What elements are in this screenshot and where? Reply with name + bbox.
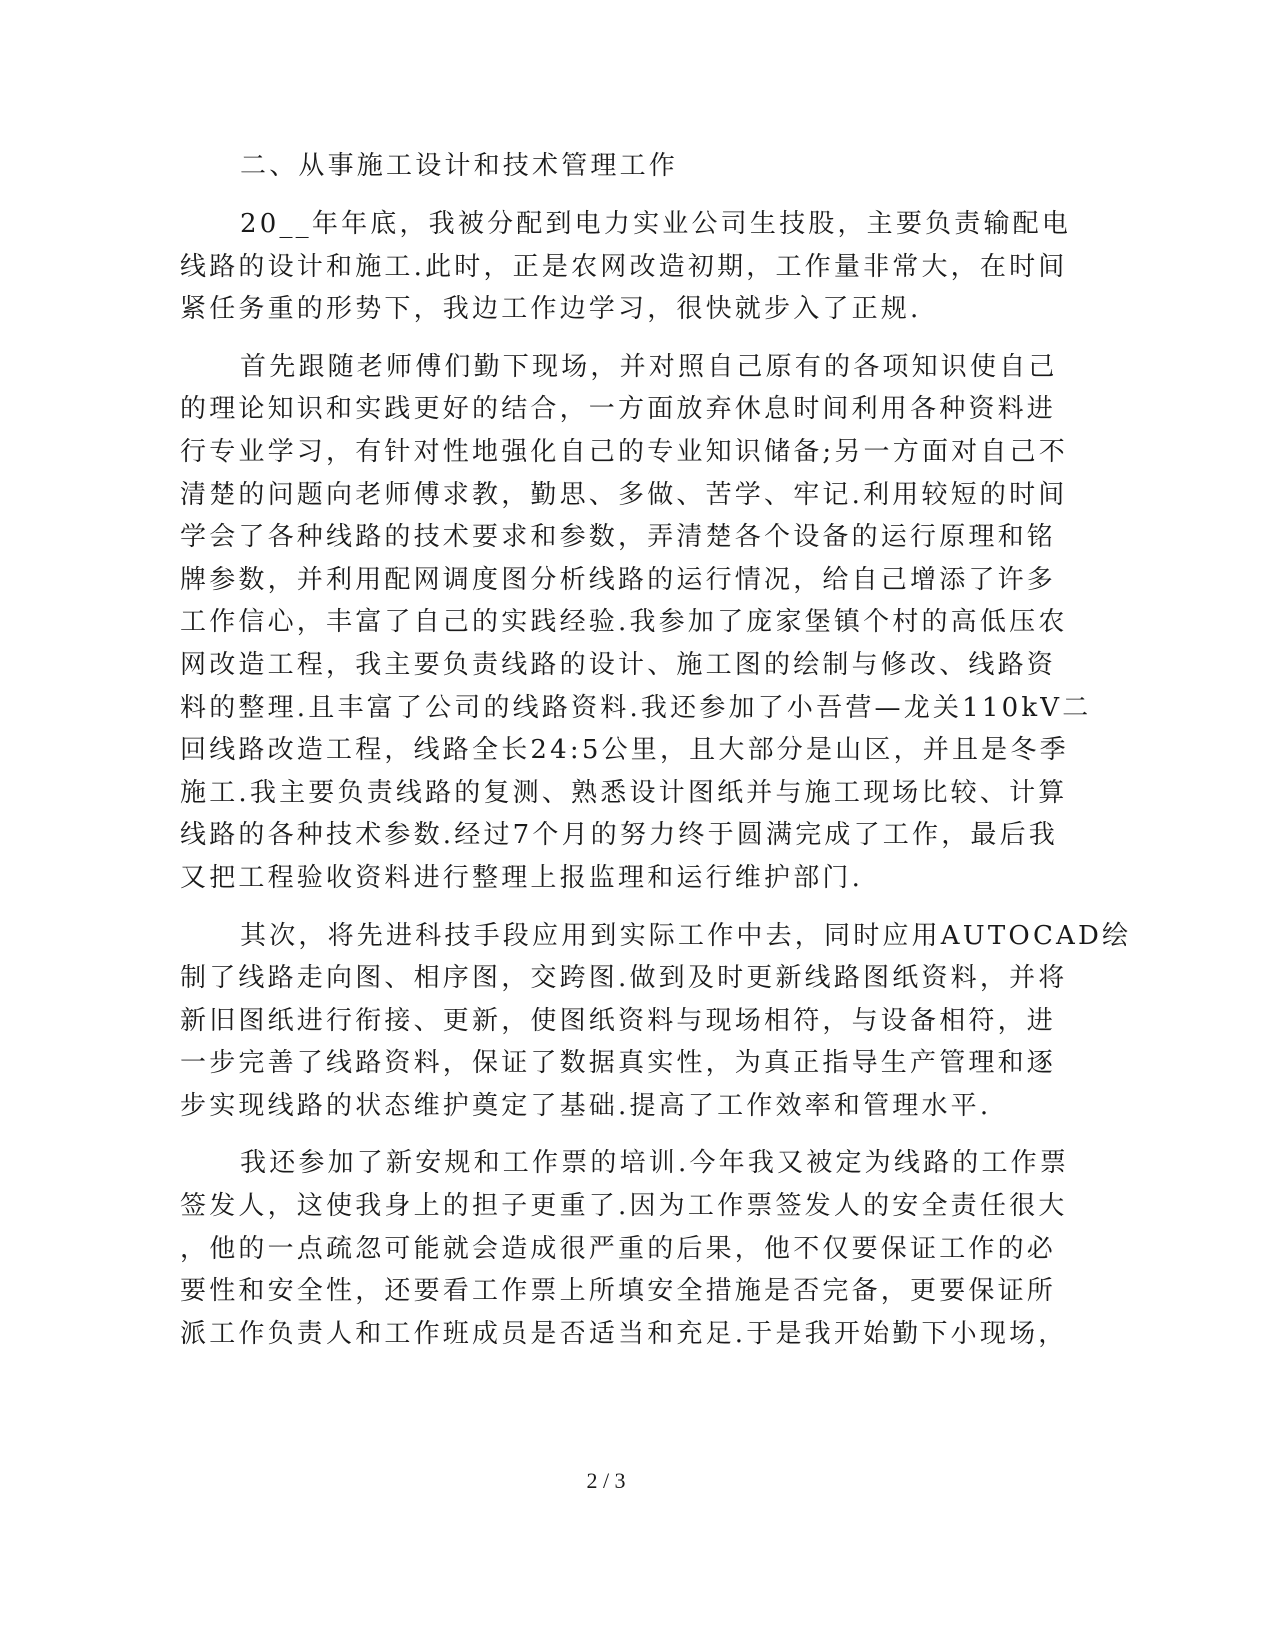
paragraph-line: 料的整理.且丰富了公司的线路资料.我还参加了小吾营—龙关110kV二	[180, 692, 1092, 723]
paragraph-line: 其次，将先进科技手段应用到实际工作中去，同时应用AUTOCAD绘	[240, 920, 1132, 951]
paragraph-line: 步实现线路的状态维护奠定了基础.提高了工作效率和管理水平.	[180, 1090, 992, 1121]
paragraph-line: 又把工程验收资料进行整理上报监理和运行维护部门.	[180, 862, 864, 893]
paragraph-line: 施工.我主要负责线路的复测、熟悉设计图纸并与施工现场比较、计算	[180, 777, 1068, 808]
paragraph-line: 20__年年底，我被分配到电力实业公司生技股，主要负责输配电	[240, 209, 1072, 239]
paragraph-line: 线路的各种技术参数.经过7个月的努力终于圆满完成了工作，最后我	[180, 820, 1059, 851]
paragraph-line: 一步完善了线路资料，保证了数据真实性，为真正指导生产管理和逐	[180, 1048, 1057, 1079]
paragraph-line: 签发人，这使我身上的担子更重了.因为工作票签发人的安全责任很大	[180, 1191, 1068, 1222]
paragraph-line: 紧任务重的形势下，我边工作边学习，很快就步入了正规.	[180, 294, 922, 325]
paragraph-line: 网改造工程，我主要负责线路的设计、施工图的绘制与修改、线路资	[180, 649, 1057, 680]
paragraph-line: 工作信心，丰富了自己的实践经验.我参加了庞家堡镇个村的高低压农	[180, 607, 1068, 638]
paragraph-line: 我还参加了新安规和工作票的培训.今年我又被定为线路的工作票	[240, 1148, 1070, 1179]
paragraph-line: 学会了各种线路的技术要求和参数，弄清楚各个设备的运行原理和铭	[180, 522, 1057, 553]
paragraph-line: ，他的一点疏忽可能就会造成很严重的后果，他不仅要保证工作的必	[180, 1233, 1057, 1264]
paragraph-2	[180, 346, 1092, 900]
paragraph-line: 派工作负责人和工作班成员是否适当和充足.于是我开始勤下小现场，	[180, 1318, 1068, 1349]
paragraph-3	[180, 915, 1132, 1128]
paragraph-line: 要性和安全性，还要看工作票上所填安全措施是否完备，更要保证所	[180, 1276, 1057, 1307]
paragraph-line: 行专业学习，有针对性地强化自己的专业知识储备;另一方面对自己不	[180, 436, 1068, 467]
paragraph-line: 的理论知识和实践更好的结合，一方面放弃休息时间利用各种资料进	[180, 394, 1057, 425]
document-body	[180, 145, 1132, 1370]
paragraph-line: 清楚的问题向老师傅求教，勤思、多做、苦学、牢记.利用较短的时间	[180, 479, 1068, 510]
section-heading: 二、从事施工设计和技术管理工作	[240, 151, 679, 181]
paragraph-line: 回线路改造工程，线路全长24:5公里，且大部分是山区，并且是冬季	[180, 735, 1069, 766]
paragraph-line: 新旧图纸进行衔接、更新，使图纸资料与现场相符，与设备相符，进	[180, 1005, 1057, 1036]
paragraph-line: 首先跟随老师傅们勤下现场，并对照自己原有的各项知识使自己	[240, 351, 1058, 382]
paragraph-1	[180, 203, 1072, 331]
paragraph-line: 线路的设计和施工.此时，正是农网改造初期，工作量非常大，在时间	[180, 251, 1068, 282]
page-number: 2 / 3	[586, 1468, 626, 1493]
paragraph-line: 制了线路走向图、相序图，交跨图.做到及时更新线路图纸资料，并将	[180, 963, 1068, 994]
paragraph-4	[180, 1142, 1070, 1355]
paragraph-line: 牌参数，并利用配网调度图分析线路的运行情况，给自己增添了许多	[180, 564, 1057, 595]
